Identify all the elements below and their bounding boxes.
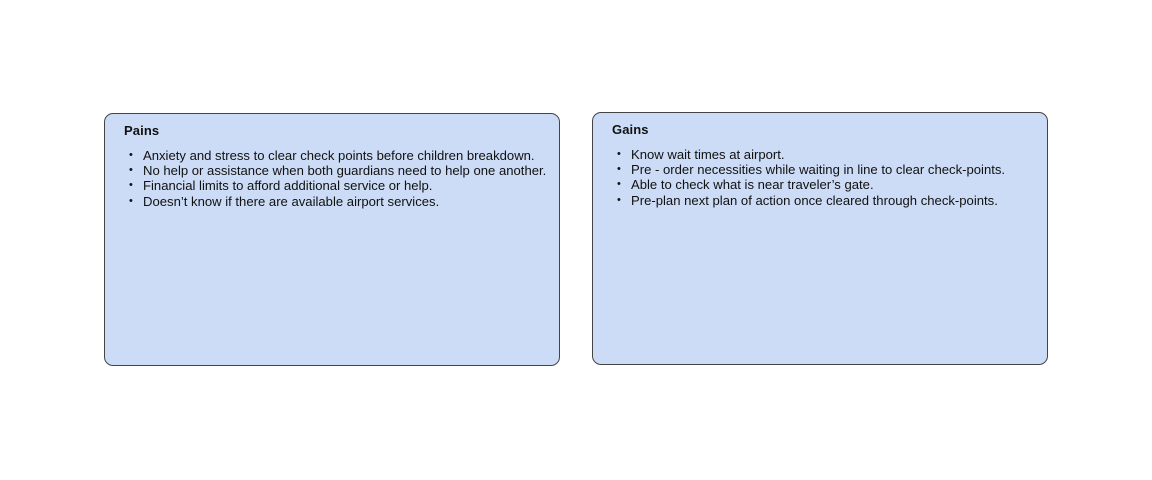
bullet-icon: • [617, 148, 621, 160]
pains-item: • Financial limits to afford additional service or help. [129, 178, 433, 194]
pains-list [129, 148, 546, 209]
gains-title: Gains [612, 122, 649, 137]
gains-list [617, 147, 1005, 208]
bullet-icon: • [617, 178, 621, 191]
bullet-icon: • [129, 149, 133, 161]
bullet-icon: • [617, 193, 621, 206]
bullet-icon: • [129, 194, 133, 207]
gains-item: • Know wait times at airport. [617, 147, 785, 162]
bullet-icon: • [129, 164, 133, 177]
gains-item: • Able to check what is near traveler’s gate. [617, 177, 874, 193]
gains-item: • Pre - order necessities while waiting in line to clear check-points. [617, 162, 1006, 178]
gains-item: • Pre-plan next plan of action once cleared through check-points. [617, 192, 998, 208]
pains-title: Pains [124, 123, 160, 138]
bullet-icon: • [617, 163, 621, 176]
pains-card [104, 113, 560, 366]
pains-item: • Anxiety and stress to clear check points before children breakdown. [129, 148, 535, 163]
pains-item: • No help or assistance when both guardians need to help one another. [129, 163, 547, 179]
bullet-icon: • [129, 179, 133, 192]
gains-card [592, 112, 1048, 365]
pains-item: • Doesn’t know if there are available airport services. [129, 193, 440, 209]
